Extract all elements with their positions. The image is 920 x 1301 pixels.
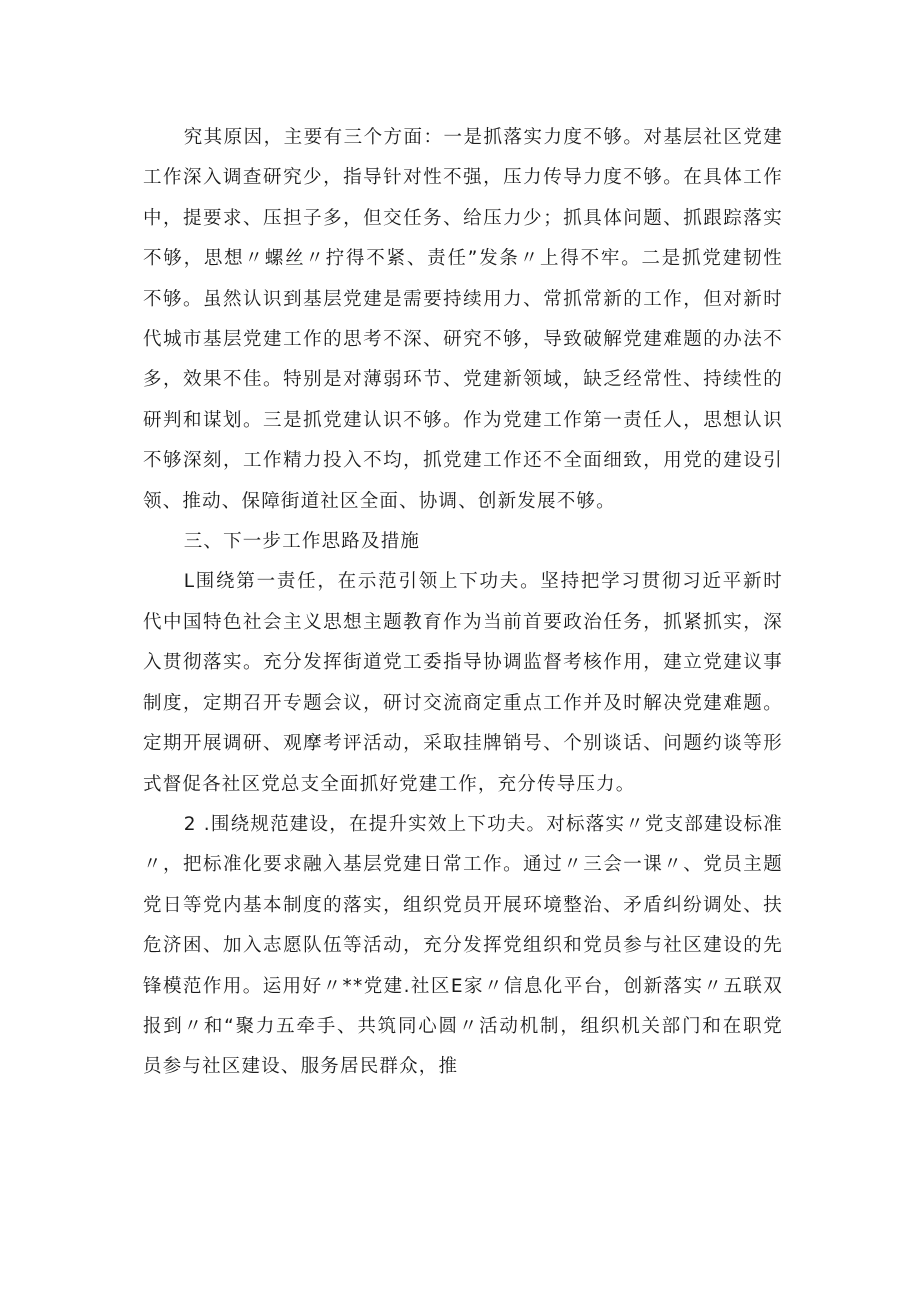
section-heading-next-steps: 三、下一步工作思路及措施 xyxy=(183,531,421,553)
document-body xyxy=(143,118,783,1088)
paragraph-measure-2: 2 .围绕规范建设，在提升实效上下功夫。对标落实〃党支部建设标准〃，把标准化要求融入基层党建日常工作。通过〃三会一课〃、党员主题党日等党内基本制度的落实，组织党员开展环境整治、矛盾纠纷调处、扶危济困、加入志愿队伍等活动，充分发挥党组织和党员参与社区建设的先锋模范作用。运用好〃**党建.社区E家〃信息化平台，创新落实〃五联双报到〃和“聚力五牵手、共筑同心圆〃活动机制，组织机关部门和在职党员参与社区建设、服务居民群众，推 xyxy=(143,813,783,1078)
paragraph-measure-1: L围绕第一责任，在示范引领上下功夫。坚持把学习贯彻习近平新时代中国特色社会主义思想主题教育作为当前首要政治任务，抓紧抓实，深入贯彻落实。充分发挥街道党工委指导协调监督考核作用，建立党建议事制度，定期召开专题会议，研讨交流商定重点工作并及时解决党建难题。定期开展调研、观摩考评活动，采取挂牌销号、个别谈话、问题约谈等形式督促各社区党总支全面抓好党建工作，充分传导压力。 xyxy=(143,571,783,795)
paragraph-causes: 究其原因，主要有三个方面：一是抓落实力度不够。对基层社区党建工作深入调查研究少，指导针对性不强，压力传导力度不够。在具体工作中，提要求、压担子多，但交任务、给压力少；抓具体问题、抓跟踪落实不够，思想〃螺丝〃拧得不紧、责任”发条〃上得不牢。二是抓党建韧性不够。虽然认识到基层党建是需要持续用力、常抓常新的工作，但对新时代城市基层党建工作的思考不深、研究不够，导致破解党建难题的办法不多，效果不佳。特别是对薄弱环节、党建新领域，缺乏经常性、持续性的研判和谋划。三是抓党建认识不够。作为党建工作第一责任人，思想认识不够深刻，工作精力投入不均，抓党建工作还不全面细致，用党的建设引领、推动、保障街道社区全面、协调、创新发展不够。 xyxy=(143,127,783,512)
